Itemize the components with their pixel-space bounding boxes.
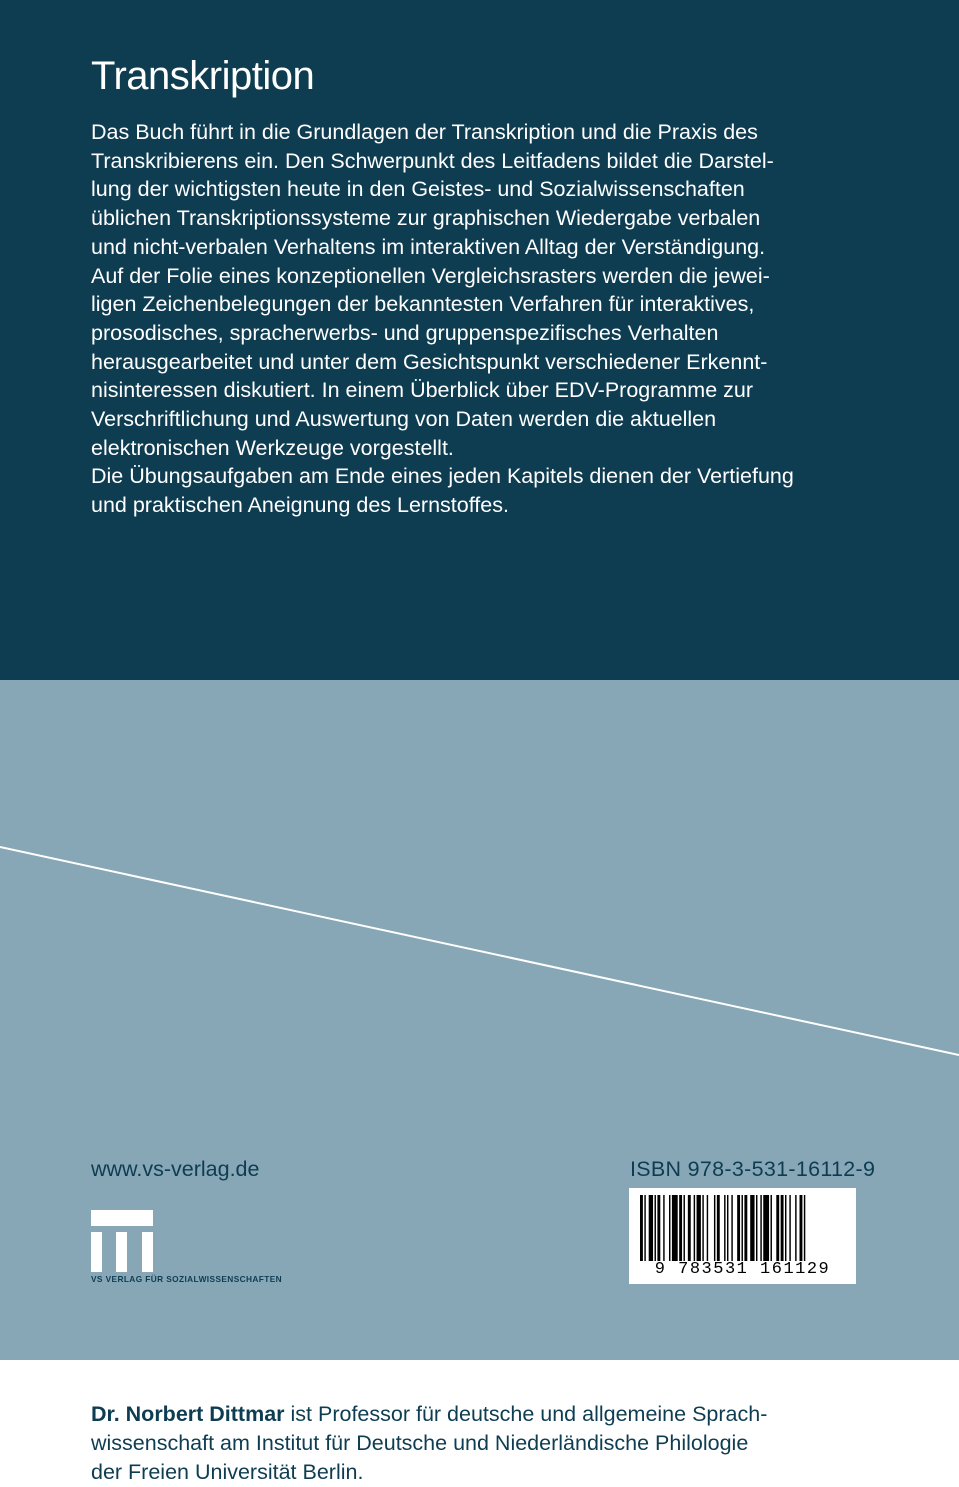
cover-bottom-panel xyxy=(0,680,959,1484)
cover-top-panel xyxy=(0,0,959,680)
author-bio-line: wissenschaft am Institut für Deutsche und Niederländische Philologie xyxy=(91,1431,749,1455)
barcode-bar xyxy=(737,1195,740,1261)
book-description xyxy=(91,118,871,520)
description-line: prosodisches, spracherwerbs- und gruppenspezifisches Verhalten xyxy=(91,320,719,345)
author-bio-text: ist Professor für deutsche und allgemeine Sprach- xyxy=(284,1402,768,1426)
barcode-bar xyxy=(717,1195,720,1261)
barcode-bar xyxy=(649,1195,653,1261)
description-line: und nicht-verbalen Verhaltens im interaktiven Alltag der Verständigung. xyxy=(91,234,766,259)
author-bio-line xyxy=(91,1400,891,1429)
barcode-bar xyxy=(750,1195,754,1261)
barcode-bar xyxy=(771,1195,772,1261)
description-line: Verschriftlichung und Auswertung von Daten werden die aktuellen xyxy=(91,407,717,432)
publisher-name: VS VERLAG FÜR SOZIALWISSENSCHAFTEN xyxy=(91,1274,283,1284)
barcode-bar xyxy=(763,1195,769,1261)
barcode-bar xyxy=(688,1195,691,1261)
barcode-bar xyxy=(714,1195,715,1261)
barcode-bar xyxy=(785,1195,786,1261)
description-line: elektronischen Werkzeuge vorgestellt. xyxy=(91,435,454,460)
barcode-bar xyxy=(697,1195,701,1261)
author-name: Dr. Norbert Dittmar xyxy=(91,1402,285,1426)
description-line: ligen Zeichenbelegungen der bekanntesten Verfahren für interaktives, xyxy=(91,292,755,317)
barcode-bar xyxy=(702,1195,703,1261)
barcode-bar xyxy=(776,1195,779,1261)
description-line: üblichen Transkriptionssysteme zur graphischen Wiedergabe verbalen xyxy=(91,206,761,231)
author-bio xyxy=(91,1400,891,1487)
barcode-icon xyxy=(640,1195,846,1261)
barcode-bar xyxy=(800,1195,803,1261)
barcode-bar xyxy=(781,1195,784,1261)
barcode-bar xyxy=(724,1195,725,1261)
publisher-logo-icon xyxy=(91,1210,153,1272)
barcode-bar xyxy=(804,1195,805,1261)
barcode-bar xyxy=(756,1195,757,1261)
author-bio-line: der Freien Universität Berlin. xyxy=(91,1460,364,1484)
barcode-bar xyxy=(672,1195,678,1261)
book-title: Transkription xyxy=(91,54,315,98)
barcode-bar xyxy=(679,1195,682,1261)
barcode-bar xyxy=(663,1195,664,1261)
barcode-bar xyxy=(669,1195,670,1261)
isbn-number: ISBN 978-3-531-16112-9 xyxy=(630,1157,876,1181)
description-line: herausgearbeitet und unter dem Gesichtspunkt verschiedener Erkennt- xyxy=(91,349,768,374)
barcode-bar xyxy=(742,1195,743,1261)
barcode-bar xyxy=(760,1195,761,1261)
barcode-bar xyxy=(694,1195,695,1261)
barcode-bar xyxy=(657,1195,660,1261)
barcode-bar xyxy=(727,1195,728,1261)
barcode-bar xyxy=(795,1195,796,1261)
barcode-bar xyxy=(731,1195,732,1261)
diagonal-divider-line xyxy=(0,845,959,1065)
barcode-bar xyxy=(684,1195,685,1261)
barcode-bar xyxy=(655,1195,656,1261)
description-line: lung der wichtigsten heute in den Geistes- und Sozialwissenschaften xyxy=(91,177,745,202)
description-line: und praktischen Aneignung des Lernstoffes. xyxy=(91,493,509,518)
description-line: Auf der Folie eines konzeptionellen Vergleichsrasters werden die jewei- xyxy=(91,263,770,288)
barcode xyxy=(629,1188,856,1284)
description-line: Das Buch führt in die Grundlagen der Transkription und die Praxis des xyxy=(91,120,758,144)
publisher-url[interactable]: www.vs-verlag.de xyxy=(91,1157,260,1181)
barcode-bar xyxy=(744,1195,747,1261)
barcode-bar xyxy=(640,1195,643,1261)
barcode-bar xyxy=(644,1195,645,1261)
description-line: Die Übungsaufgaben am Ende eines jeden Kapitels dienen der Vertiefung xyxy=(91,464,794,489)
barcode-bar xyxy=(707,1195,708,1261)
barcode-digits: 9 783531 161129 xyxy=(654,1260,831,1279)
description-line: Transkribierens ein. Den Schwerpunkt des Leitfadens bildet die Darstel- xyxy=(91,148,774,173)
barcode-bar xyxy=(789,1195,790,1261)
description-line: nisinteressen diskutiert. In einem Überblick über EDV-Programme zur xyxy=(91,378,753,403)
